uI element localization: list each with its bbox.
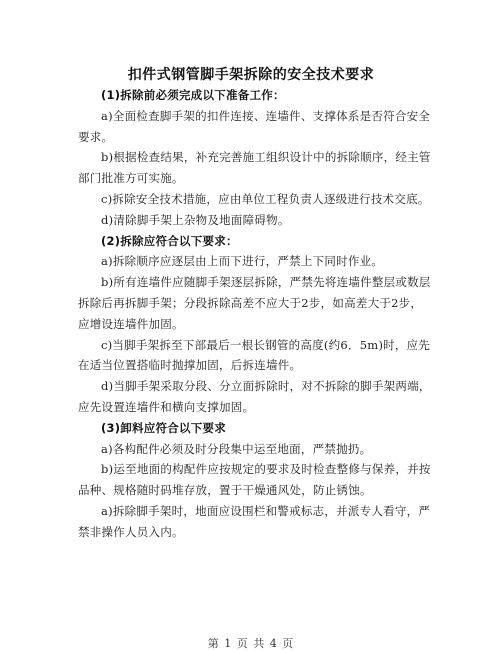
paragraph-line: d)当脚手架采取分段、分立面拆除时，对不拆除的脚手架两端，	[101, 379, 431, 394]
paragraph-line: d)清除脚手架上杂物及地面障碍物。	[101, 212, 290, 227]
paragraph-line: a)全面检查脚手架的扣件连接、连墙件、支撑体系是否符合安全	[101, 108, 431, 123]
paragraph-line: a)各构配件必须及时分段集中运至地面，严禁抛扔。	[101, 441, 372, 456]
paragraph-continuation: 禁非操作人员入内。	[78, 524, 184, 539]
paragraph-continuation: 要求。	[78, 129, 114, 144]
page-footer: 第 1 页 共 4 页	[207, 637, 295, 650]
paragraph-line: b)所有连墙件应随脚手架逐层拆除，严禁先将连墙件整层或数层	[101, 275, 431, 290]
section-heading: (3)卸料应符合以下要求	[101, 420, 227, 435]
paragraph-continuation: 品种、规格随时码堆存放，置于干燥通风处，防止锈蚀。	[78, 483, 372, 498]
section-heading: (2)拆除应符合以下要求：	[101, 233, 238, 248]
paragraph-line: c)当脚手架拆至下部最后一根长钢管的高度(约6．5m)时，应先	[101, 337, 431, 352]
paragraph-line: b)运至地面的构配件应按规定的要求及时检查整修与保养，并按	[101, 462, 431, 477]
paragraph-line: a)拆除顺序应逐层由上而下进行，严禁上下同时作业。	[101, 254, 384, 269]
paragraph-continuation: 在适当位置搭临时抛撑加固，后拆连墙件。	[78, 358, 302, 373]
paragraph-continuation: 部门批准方可实施。	[78, 171, 184, 186]
paragraph-continuation: 应先设置连墙件和横向支撑加固。	[78, 400, 255, 414]
paragraph-line: b)根据检查结果，补充完善施工组织设计中的拆除顺序，经主管	[101, 150, 431, 165]
document-title: 扣件式钢管脚手架拆除的安全技术要求	[127, 67, 375, 83]
paragraph-continuation: 应增设连墙件加固。	[78, 316, 184, 331]
paragraph-continuation: 拆除后再拆脚手架；分段拆除高差不应大于2步，如高差大于2步，	[78, 296, 423, 310]
section-heading: (1)拆除前必须完成以下准备工作：	[101, 88, 285, 102]
paragraph-line: c)拆除安全技术措施，应由单位工程负责人逐级进行技术交底。	[101, 192, 430, 206]
paragraph-line: a)拆除脚手架时，地面应设围栏和警戒标志，并派专人看守，严	[101, 504, 431, 518]
